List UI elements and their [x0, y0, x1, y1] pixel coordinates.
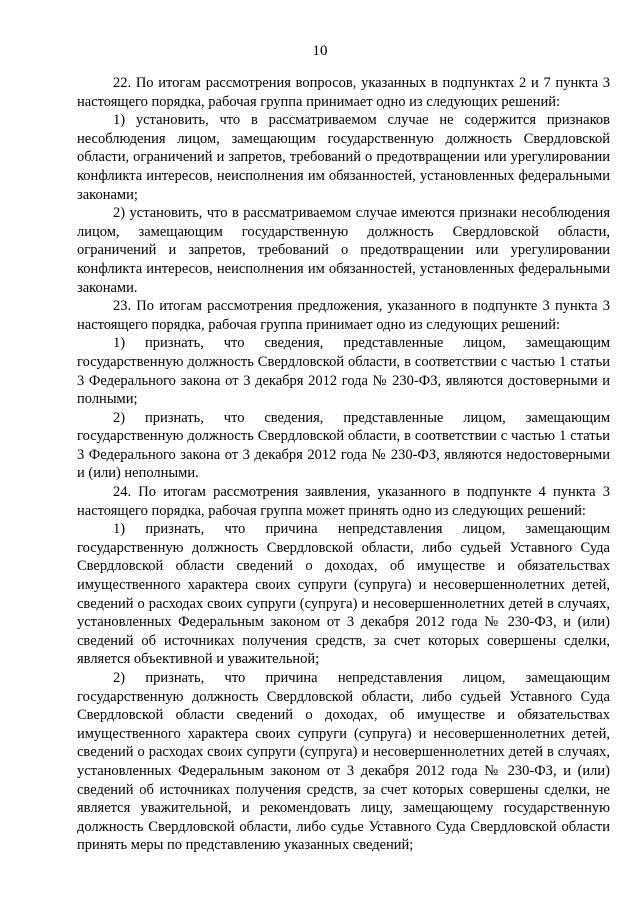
paragraph-24: 24. По итогам рассмотрения заявления, указанного в подпункте 4 пункта 3 настоящего порядка, рабочая группа может принять одно из следующих решений:	[77, 484, 610, 519]
paragraph-23-item-1: 1) признать, что сведения, представленные лицом, замещающим государственную должность Свердловской области, в соответствии с частью 1 статьи 3 Федерального закона от 3 декабря 2012 года № 230-ФЗ, являются достоверными и полными;	[77, 335, 610, 408]
page-number: 10	[312, 43, 328, 59]
paragraph-24-item-2: 2) признать, что причина непредставления лицом, замещающим государственную должность Свердловской области, либо судьей Уставного Суда Свердловской области сведений о доходах, об имуществе и обязательствах имущественного характера своих супруги (супруга) и несовершеннолетних детей, сведений о расходах своих супруги (супруга) и несовершеннолетних детей в случаях, установленных Федеральным законом от 3 декабря 2012 года № 230-ФЗ, и (или) сведений об источниках получения средств, за счет которых совершены сделки, не является уважительной, и рекомендовать лицу, замещающему государственную должность Свердловской области, либо судье Уставного Суда Свердловской области принять меры по представлению указанных сведений;	[77, 670, 610, 854]
paragraph-23: 23. По итогам рассмотрения предложения, указанного в подпункте 3 пункта 3 настоящего порядка, рабочая группа принимает одно из следующих решений:	[77, 298, 610, 333]
paragraph-22-item-1: 1) установить, что в рассматриваемом случае не содержится признаков несоблюдения лицом, замещающим государственную должность Свердловской области, ограничений и запретов, требований о предотвращении или урегулировании конфликта интересов, неисполнения им обязанностей, установленных федеральными законами;	[77, 112, 610, 203]
paragraph-22: 22. По итогам рассмотрения вопросов, указанных в подпунктах 2 и 7 пункта 3 настоящего порядка, рабочая группа принимает одно из следующих решений:	[77, 75, 610, 110]
document-body	[77, 74, 610, 855]
paragraph-22-item-2: 2) установить, что в рассматриваемом случае имеются признаки несоблюдения лицом, замещающим государственную должность Свердловской области, ограничений и запретов, требований о предотвращении или урегулировании конфликта интересов, неисполнения им обязанностей, установленных федеральными законами.	[77, 205, 610, 296]
paragraph-23-item-2: 2) признать, что сведения, представленные лицом, замещающим государственную должность Свердловской области, в соответствии с частью 1 статьи 3 Федерального закона от 3 декабря 2012 года № 230-ФЗ, являются недостоверными и (или) неполными.	[77, 409, 610, 482]
paragraph-24-item-1: 1) признать, что причина непредставления лицом, замещающим государственную должность Свердловской области, либо судьей Уставного Суда Свердловской области сведений о доходах, об имуществе и обязательствах имущественного характера своих супруги (супруга) и несовершеннолетних детей, сведений о расходах своих супруги (супруга) и несовершеннолетних детей в случаях, установленных Федеральным законом от 3 декабря 2012 года № 230-ФЗ, и (или) сведений об источниках получения средств, за счет которых совершены сделки, является объективной и уважительной;	[77, 521, 610, 668]
